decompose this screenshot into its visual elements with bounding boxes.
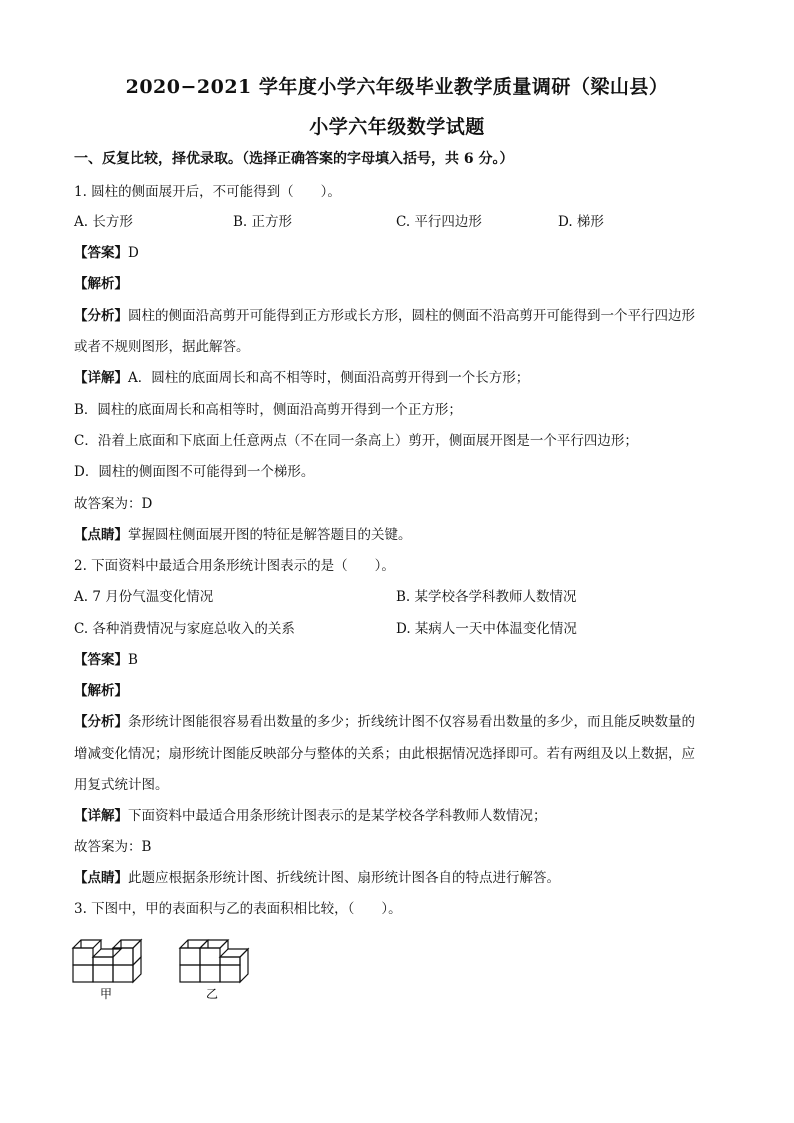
q2-answer — [74, 651, 138, 669]
q1-conclusion: 故答案为：D — [74, 496, 153, 512]
dianjing-text: 此题应根据条形统计图、折线统计图、扇形统计图各自的特点进行解答。 — [128, 870, 560, 886]
dianjing-text: 掌握圆柱侧面展开图的特征是解答题目的关键。 — [128, 527, 412, 543]
q1-xiangjie-c: C．沿着上底面和下底面上任意两点（不在同一条高上）剪开，侧面展开图是一个平行四边形； — [74, 433, 638, 449]
q2-conclusion: 故答案为：B — [74, 839, 152, 855]
answer-value: B — [128, 652, 138, 668]
q2-stem: 2. 下面资料中最适合用条形统计图表示的是（ ）。 — [74, 558, 395, 574]
q1-analysis-tag: 【解析】 — [74, 276, 128, 292]
q3-stem: 3. 下图中，甲的表面积与乙的表面积相比较，（ ）。 — [74, 901, 402, 917]
q2-fenxi-cont2: 用复式统计图。 — [74, 777, 169, 793]
q1-answer — [74, 244, 139, 262]
dianjing-tag: 【点睛】 — [74, 870, 128, 886]
q2-analysis-tag: 【解析】 — [74, 683, 128, 699]
section-heading: 一、反复比较，择优录取。（选择正确答案的字母填入括号，共 6 分。） — [74, 151, 514, 167]
q2-fenxi — [74, 713, 695, 731]
cube-stack-jia — [73, 940, 141, 982]
q1-xiangjie-b: B．圆柱的底面周长和高相等时，侧面沿高剪开得到一个正方形； — [74, 402, 462, 418]
fenxi-text: 条形统计图能很容易看出数量的多少；折线统计图不仅容易看出数量的多少，而且能反映数量的 — [128, 714, 695, 730]
q1-option-d: D. 梯形 — [558, 214, 604, 230]
q1-xiangjie — [74, 369, 529, 387]
label-jia: 甲 — [100, 987, 113, 1001]
document-subtitle: 小学六年级数学试题 — [309, 116, 485, 138]
q1-fenxi — [74, 307, 695, 325]
fenxi-tag: 【分析】 — [74, 308, 128, 324]
q2-dianjing — [74, 869, 560, 887]
xiangjie-tag: 【详解】 — [74, 808, 128, 824]
q1-stem: 1. 圆柱的侧面展开后，不可能得到（ ）。 — [74, 184, 341, 200]
dianjing-tag: 【点睛】 — [74, 527, 128, 543]
q1-dianjing — [74, 526, 412, 544]
q3-cube-figure — [68, 928, 268, 1003]
answer-tag: 【答案】 — [74, 245, 128, 261]
q1-option-a: A. 长方形 — [74, 214, 133, 230]
q2-option-a: A. 7 月份气温变化情况 — [74, 589, 214, 605]
fenxi-tag: 【分析】 — [74, 714, 128, 730]
q1-xiangjie-d: D．圆柱的侧面图不可能得到一个梯形。 — [74, 464, 315, 480]
fenxi-text: 圆柱的侧面沿高剪开可能得到正方形或长方形，圆柱的侧面不沿高剪开可能得到一个平行四边形 — [128, 308, 695, 324]
q2-xiangjie — [74, 807, 547, 825]
q2-fenxi-cont: 增减变化情况；扇形统计图能反映部分与整体的关系；由此根据情况选择即可。若有两组及以上数据，应 — [74, 746, 695, 762]
document-title: 2020−2021 学年度小学六年级毕业教学质量调研（梁山县） — [125, 76, 669, 98]
answer-value: D — [128, 245, 139, 261]
q2-option-c: C. 各种消费情况与家庭总收入的关系 — [74, 621, 295, 637]
q1-option-b: B. 正方形 — [233, 214, 293, 230]
xiangjie-tag: 【详解】 — [74, 370, 128, 386]
q1-fenxi-cont: 或者不规则图形，据此解答。 — [74, 339, 250, 355]
q2-option-d: D. 某病人一天中体温变化情况 — [396, 621, 577, 637]
cube-stack-yi — [180, 940, 248, 982]
xiangjie-text: A．圆柱的底面周长和高不相等时，侧面沿高剪开得到一个长方形； — [128, 370, 530, 386]
q2-option-b: B. 某学校各学科教师人数情况 — [396, 589, 577, 605]
xiangjie-text: 下面资料中最适合用条形统计图表示的是某学校各学科教师人数情况； — [128, 808, 547, 824]
q1-option-c: C. 平行四边形 — [396, 214, 482, 230]
label-yi: 乙 — [206, 987, 219, 1001]
answer-tag: 【答案】 — [74, 652, 128, 668]
